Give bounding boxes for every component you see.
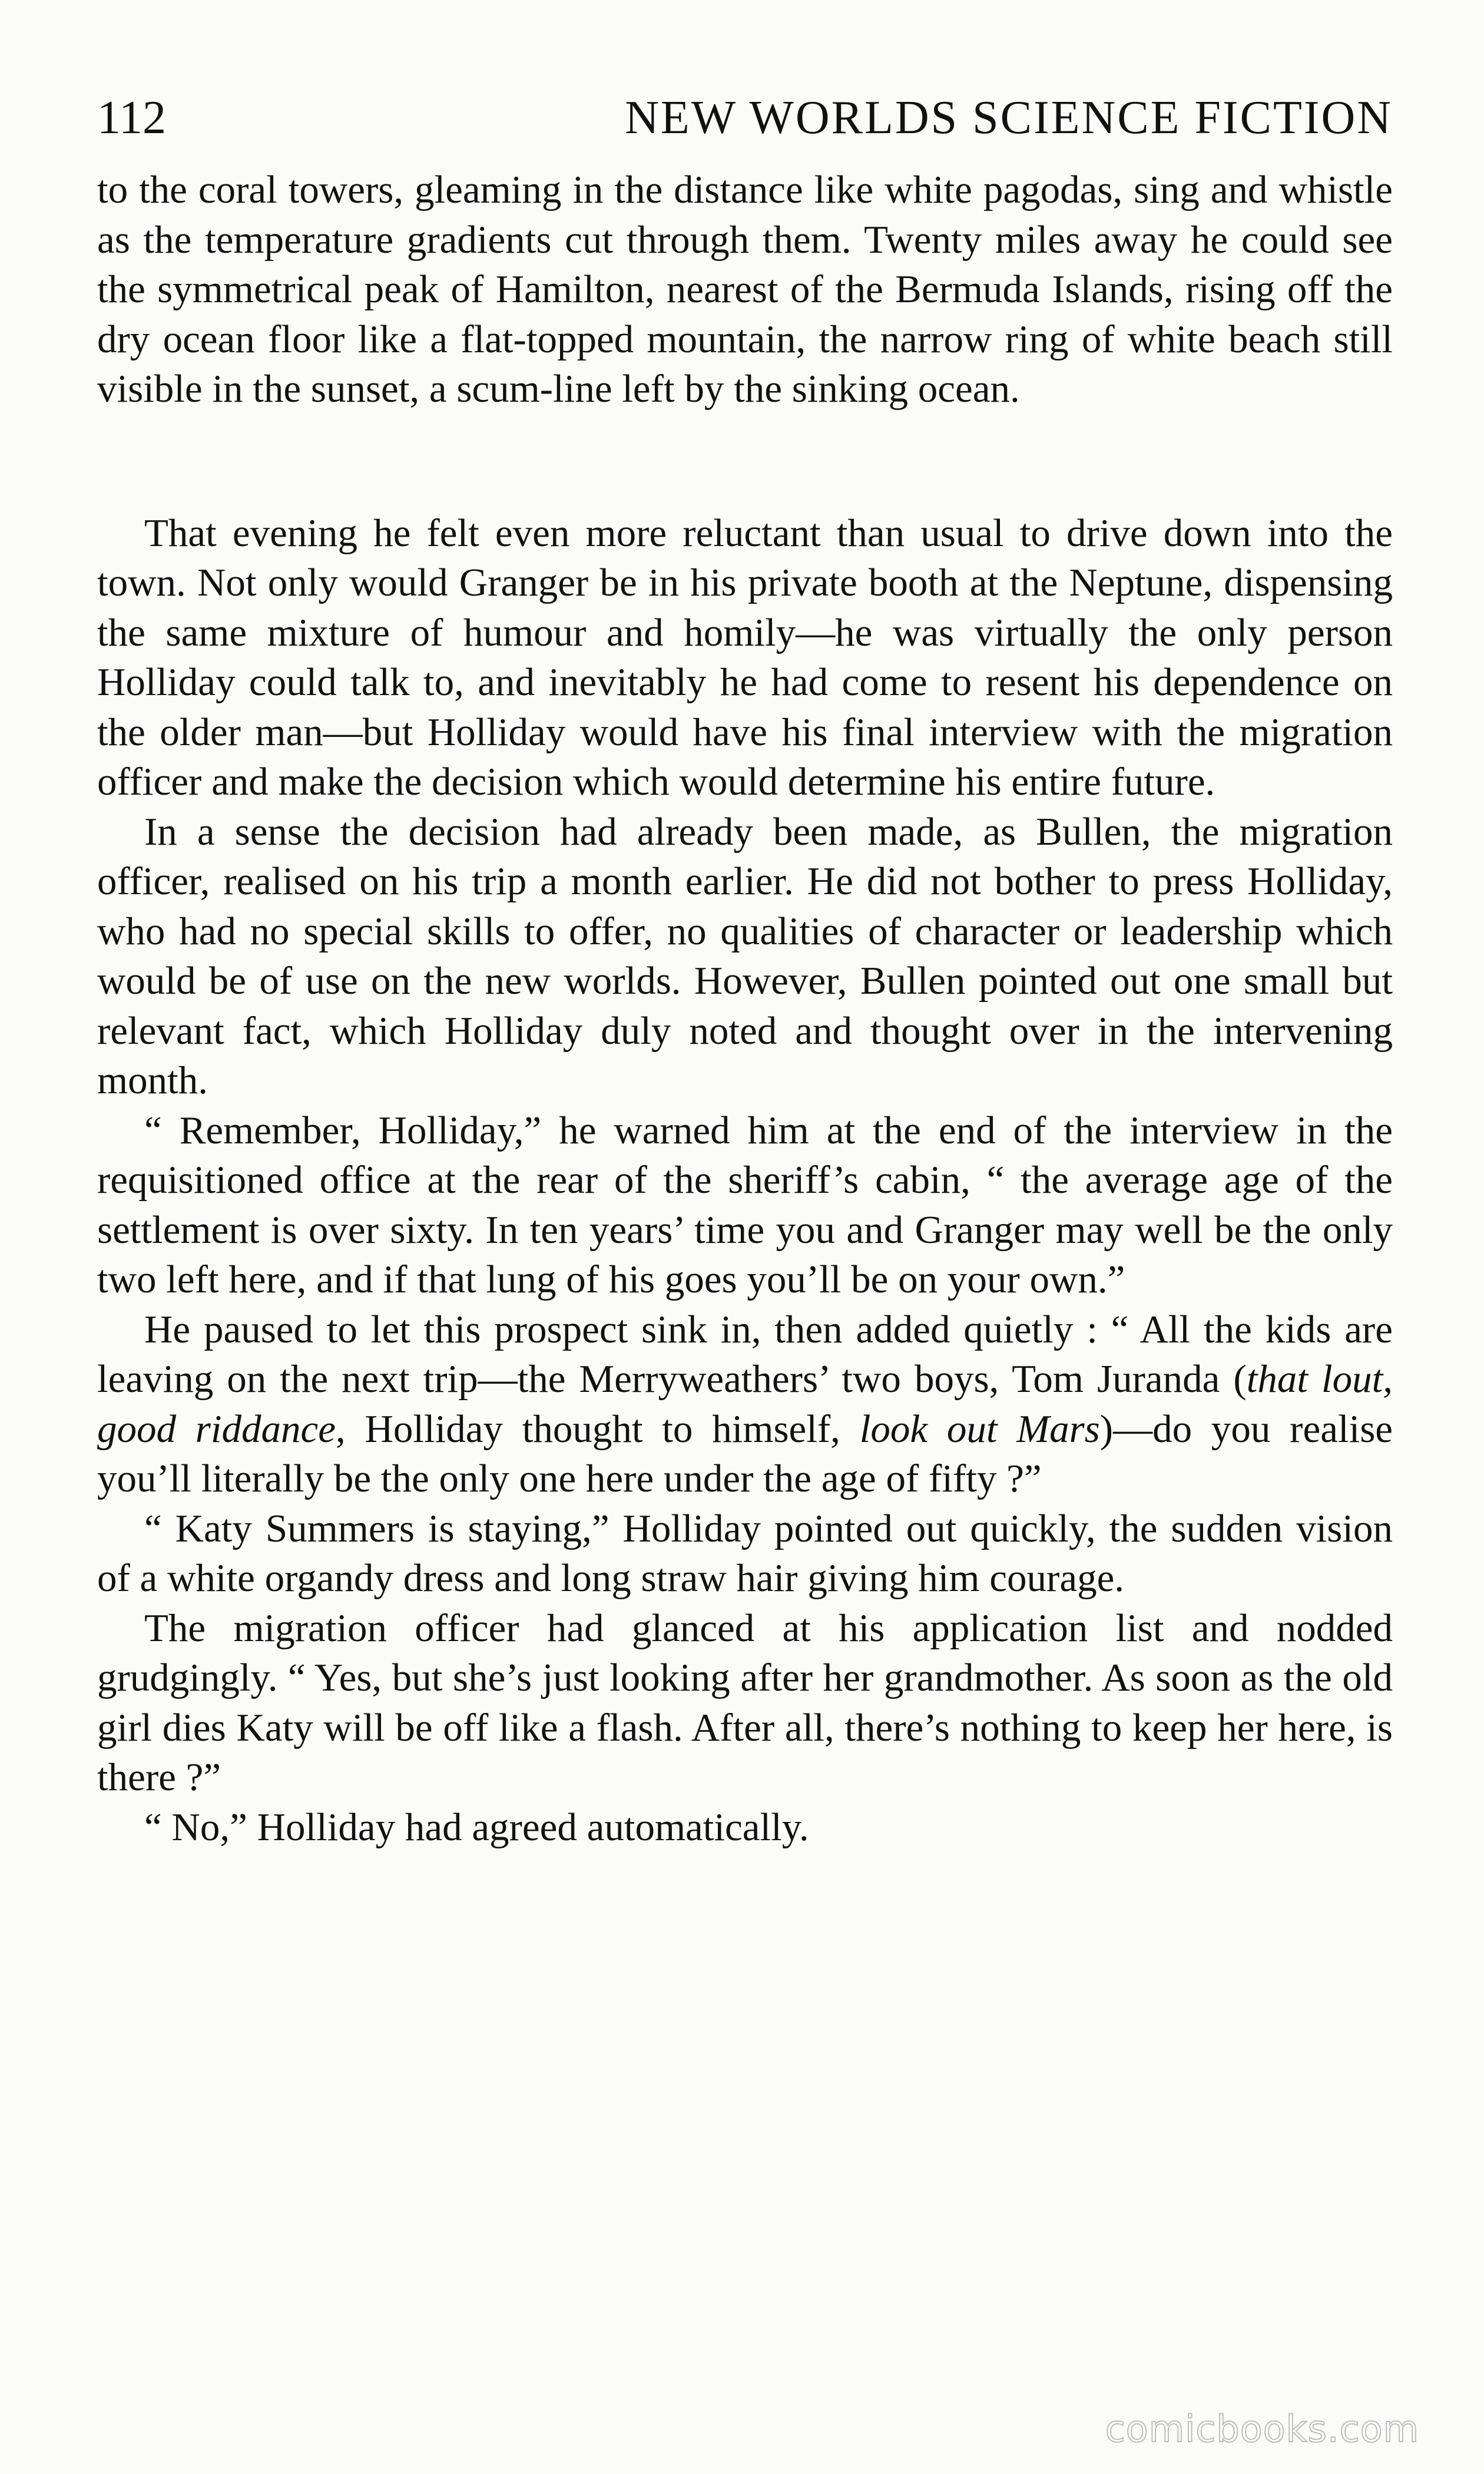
paragraph-dialogue: “ No,” Holliday had agreed automatically. <box>144 1805 809 1849</box>
body-text <box>97 165 1393 1852</box>
paragraph-dialogue: “ Katy Summers is staying,” Holliday pointed out quickly, the sudden vision of a white organdy dress and long straw hair giving him courage. <box>97 1506 1393 1600</box>
text-run: He paused to let this prospect sink in, then added quietly : “ All the kids are leaving on the next trip—the Merryweathers’ two boys, Tom Juranda ( <box>97 1307 1393 1401</box>
paragraph: The migration officer had glanced at his application list and nodded grudgingly. “ Yes, but she’s just looking after her grandmother. As soon as the old girl dies Katy will be off like a flash. After all, there’s nothing to keep her here, is there ?” <box>97 1606 1393 1799</box>
text-run: , Holliday thought to himself, <box>335 1407 860 1451</box>
page-number: 112 <box>97 92 167 144</box>
paragraph-continued: to the coral towers, gleaming in the distance like white pagodas, sing and whistle as the temperature gradients cut through them. Twenty miles away he could see the symmetrical peak of Hamilton, nearest of the Bermuda Islands, rising off the dry ocean floor like a flat-topped mountain, the narrow ring of white beach still visible in the sunset, a scum-line left by the sinking ocean. <box>97 168 1393 411</box>
running-head <box>97 82 1393 153</box>
paragraph-section-start: That evening he felt even more reluctant than usual to drive down into the town. Not only would Granger be in his private booth at the Neptune, dispensing the same mixture of humour and homily—he was virtually the only person Holliday could talk to, and inevitably he had come to resent his dependence on the older man—but Holliday would have his final interview with the migration officer and make the decision which would determine his entire future. <box>97 511 1393 803</box>
book-page <box>97 82 1393 1852</box>
paragraph: In a sense the decision had already been made, as Bullen, the migration officer, realised on his trip a month earlier. He did not bother to press Holliday, who had no special skills to offer, no qualities of character or leadership which would be of use on the new worlds. However, Bullen pointed out one small but relevant fact, which Holliday duly noted and thought over in the intervening month. <box>97 809 1393 1102</box>
running-title: NEW WORLDS SCIENCE FICTION <box>625 92 1393 144</box>
watermark: comicbooks.com <box>1105 2407 1419 2450</box>
italic-thought: that lout, good riddance <box>97 1357 1393 1451</box>
text-run: )—do you realise you’ll literally be the only one here under the age of fifty ?” <box>97 1407 1393 1500</box>
paragraph-dialogue <box>97 1305 1393 1504</box>
paragraph-dialogue: “ Remember, Holliday,” he warned him at the end of the interview in the requisitioned office at the rear of the sheriff’s cabin, “ the average age of the settlement is over sixty. In ten years’ time you and Granger may well be the only two left here, and if that lung of his goes you’ll be on your own.” <box>97 1108 1393 1301</box>
italic-thought: look out Mars <box>859 1407 1100 1451</box>
